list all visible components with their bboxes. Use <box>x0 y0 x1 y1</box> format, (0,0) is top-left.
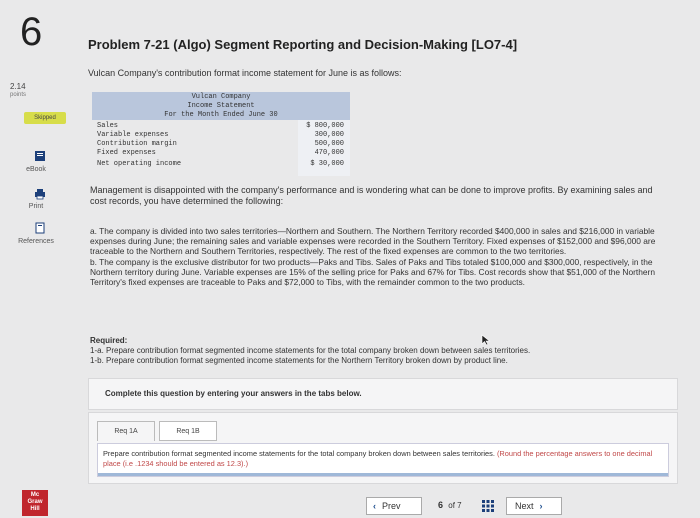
tab-rounding-hint: (Round the percentage answers to one decimal place (i.e .1234 should be entered as 12.3).) <box>103 449 653 468</box>
page-indicator <box>438 500 462 510</box>
tab-prompt <box>103 449 663 469</box>
chevron-right-icon: › <box>539 501 543 511</box>
instruction-box <box>88 378 678 410</box>
required-item-1b: 1-b. Prepare contribution format segmented income statements for the Northern Territory broken down by product line. <box>90 356 508 365</box>
problem-title: Problem 7-21 (Algo) Segment Reporting and Decision-Making [LO7-4] <box>88 37 518 52</box>
mouse-cursor-icon <box>481 334 491 346</box>
tab-content <box>97 443 669 477</box>
prev-button[interactable] <box>366 497 422 515</box>
prev-button-label: Prev <box>382 501 401 511</box>
statement-row-value: 300,000 <box>314 131 344 139</box>
statement-period: For the Month Ended June 30 <box>164 111 278 119</box>
mcgraw-hill-logo: Mc Graw Hill <box>22 490 48 516</box>
statement-row-value: 470,000 <box>314 149 344 157</box>
management-paragraph: Management is disappointed with the company's performance and is wondering what can be done to improve profits. By examining sales and cost records, you have determined the following: <box>90 185 653 206</box>
required-label: Required: <box>90 336 128 345</box>
statement-row-label: Net operating income <box>97 160 182 168</box>
skipped-status-badge: Skipped <box>24 112 66 124</box>
answer-panel <box>88 412 678 484</box>
print-label[interactable]: Print <box>28 203 44 210</box>
detail-item-a: a. The company is divided into two sales territories—Northern and Southern. The Northern Territory recorded $400,000 in sales and $216,000 in variable expenses during June; the remaining sales and variable expenses were recorded in the Southern Territory. Fixed expenses of $152,000 and $96,000 are traceable to the Northern and Southern Territories, respectively. The rest of the fixed expenses are common to the two territories. <box>90 226 656 256</box>
chevron-left-icon: ‹ <box>373 501 376 511</box>
total-pages: 7 <box>457 501 462 510</box>
references-icon[interactable] <box>34 222 46 234</box>
detail-item-b: b. The company is the exclusive distributor for two products—Paks and Tibs. Sales of Paks and Tibs totaled $100,000 and $300,000, respectively, in the Northern territory during June. Variable expenses are 15% of the selling price for Paks and 67% for Tibs. Cost records show that $51,000 of the Northern Territory's fixed expenses are traceable to Paks and $72,000 to Tibs, with the remainder common to the two products. <box>90 257 655 287</box>
tab-underline <box>98 473 668 476</box>
tab-prompt-text: Prepare contribution format segmented income statements for the total company broken down between sales territories. <box>103 449 495 458</box>
points-value: 2.14 <box>10 82 26 91</box>
statement-row <box>92 140 350 149</box>
left-rail <box>0 0 72 518</box>
page-of-label: of <box>448 501 455 510</box>
statement-row-value: $ 800,000 <box>306 122 344 130</box>
current-page: 6 <box>438 500 444 510</box>
tab-req-1a[interactable]: Req 1A <box>97 421 155 441</box>
statement-row-value: 500,000 <box>314 140 344 148</box>
ebook-label[interactable]: eBook <box>26 166 46 173</box>
points-label: points <box>10 91 27 98</box>
required-item-1a: 1-a. Prepare contribution format segmented income statements for the total company broken down between sales territories. <box>90 346 531 355</box>
statement-company: Vulcan Company <box>191 93 251 101</box>
tab-req-1b[interactable]: Req 1B <box>159 421 217 441</box>
income-statement <box>92 92 350 176</box>
details-list <box>90 226 670 288</box>
ebook-icon[interactable] <box>34 150 46 162</box>
instruction-text: Complete this question by entering your answers in the tabs below. <box>105 389 362 398</box>
print-icon[interactable] <box>34 188 46 200</box>
next-button[interactable] <box>506 497 562 515</box>
statement-row <box>92 122 350 131</box>
statement-heading: Income Statement <box>187 102 255 110</box>
statement-row <box>92 160 350 169</box>
statement-row-value: $ 30,000 <box>310 160 344 168</box>
question-number: 6 <box>20 10 43 54</box>
next-button-label: Next <box>515 501 534 511</box>
statement-header <box>92 92 350 120</box>
problem-intro: Vulcan Company's contribution format income statement for June is as follows: <box>88 68 402 78</box>
references-label[interactable]: References <box>18 238 54 245</box>
grid-icon[interactable] <box>482 500 494 512</box>
pager <box>366 497 566 515</box>
points-display <box>10 82 26 99</box>
statement-row-label: Sales <box>97 122 119 130</box>
statement-row-label: Variable expenses <box>97 131 169 139</box>
statement-row-label: Fixed expenses <box>97 149 156 157</box>
statement-row <box>92 149 350 158</box>
statement-row-label: Contribution margin <box>97 140 177 148</box>
required-section <box>90 336 650 366</box>
statement-row <box>92 131 350 140</box>
